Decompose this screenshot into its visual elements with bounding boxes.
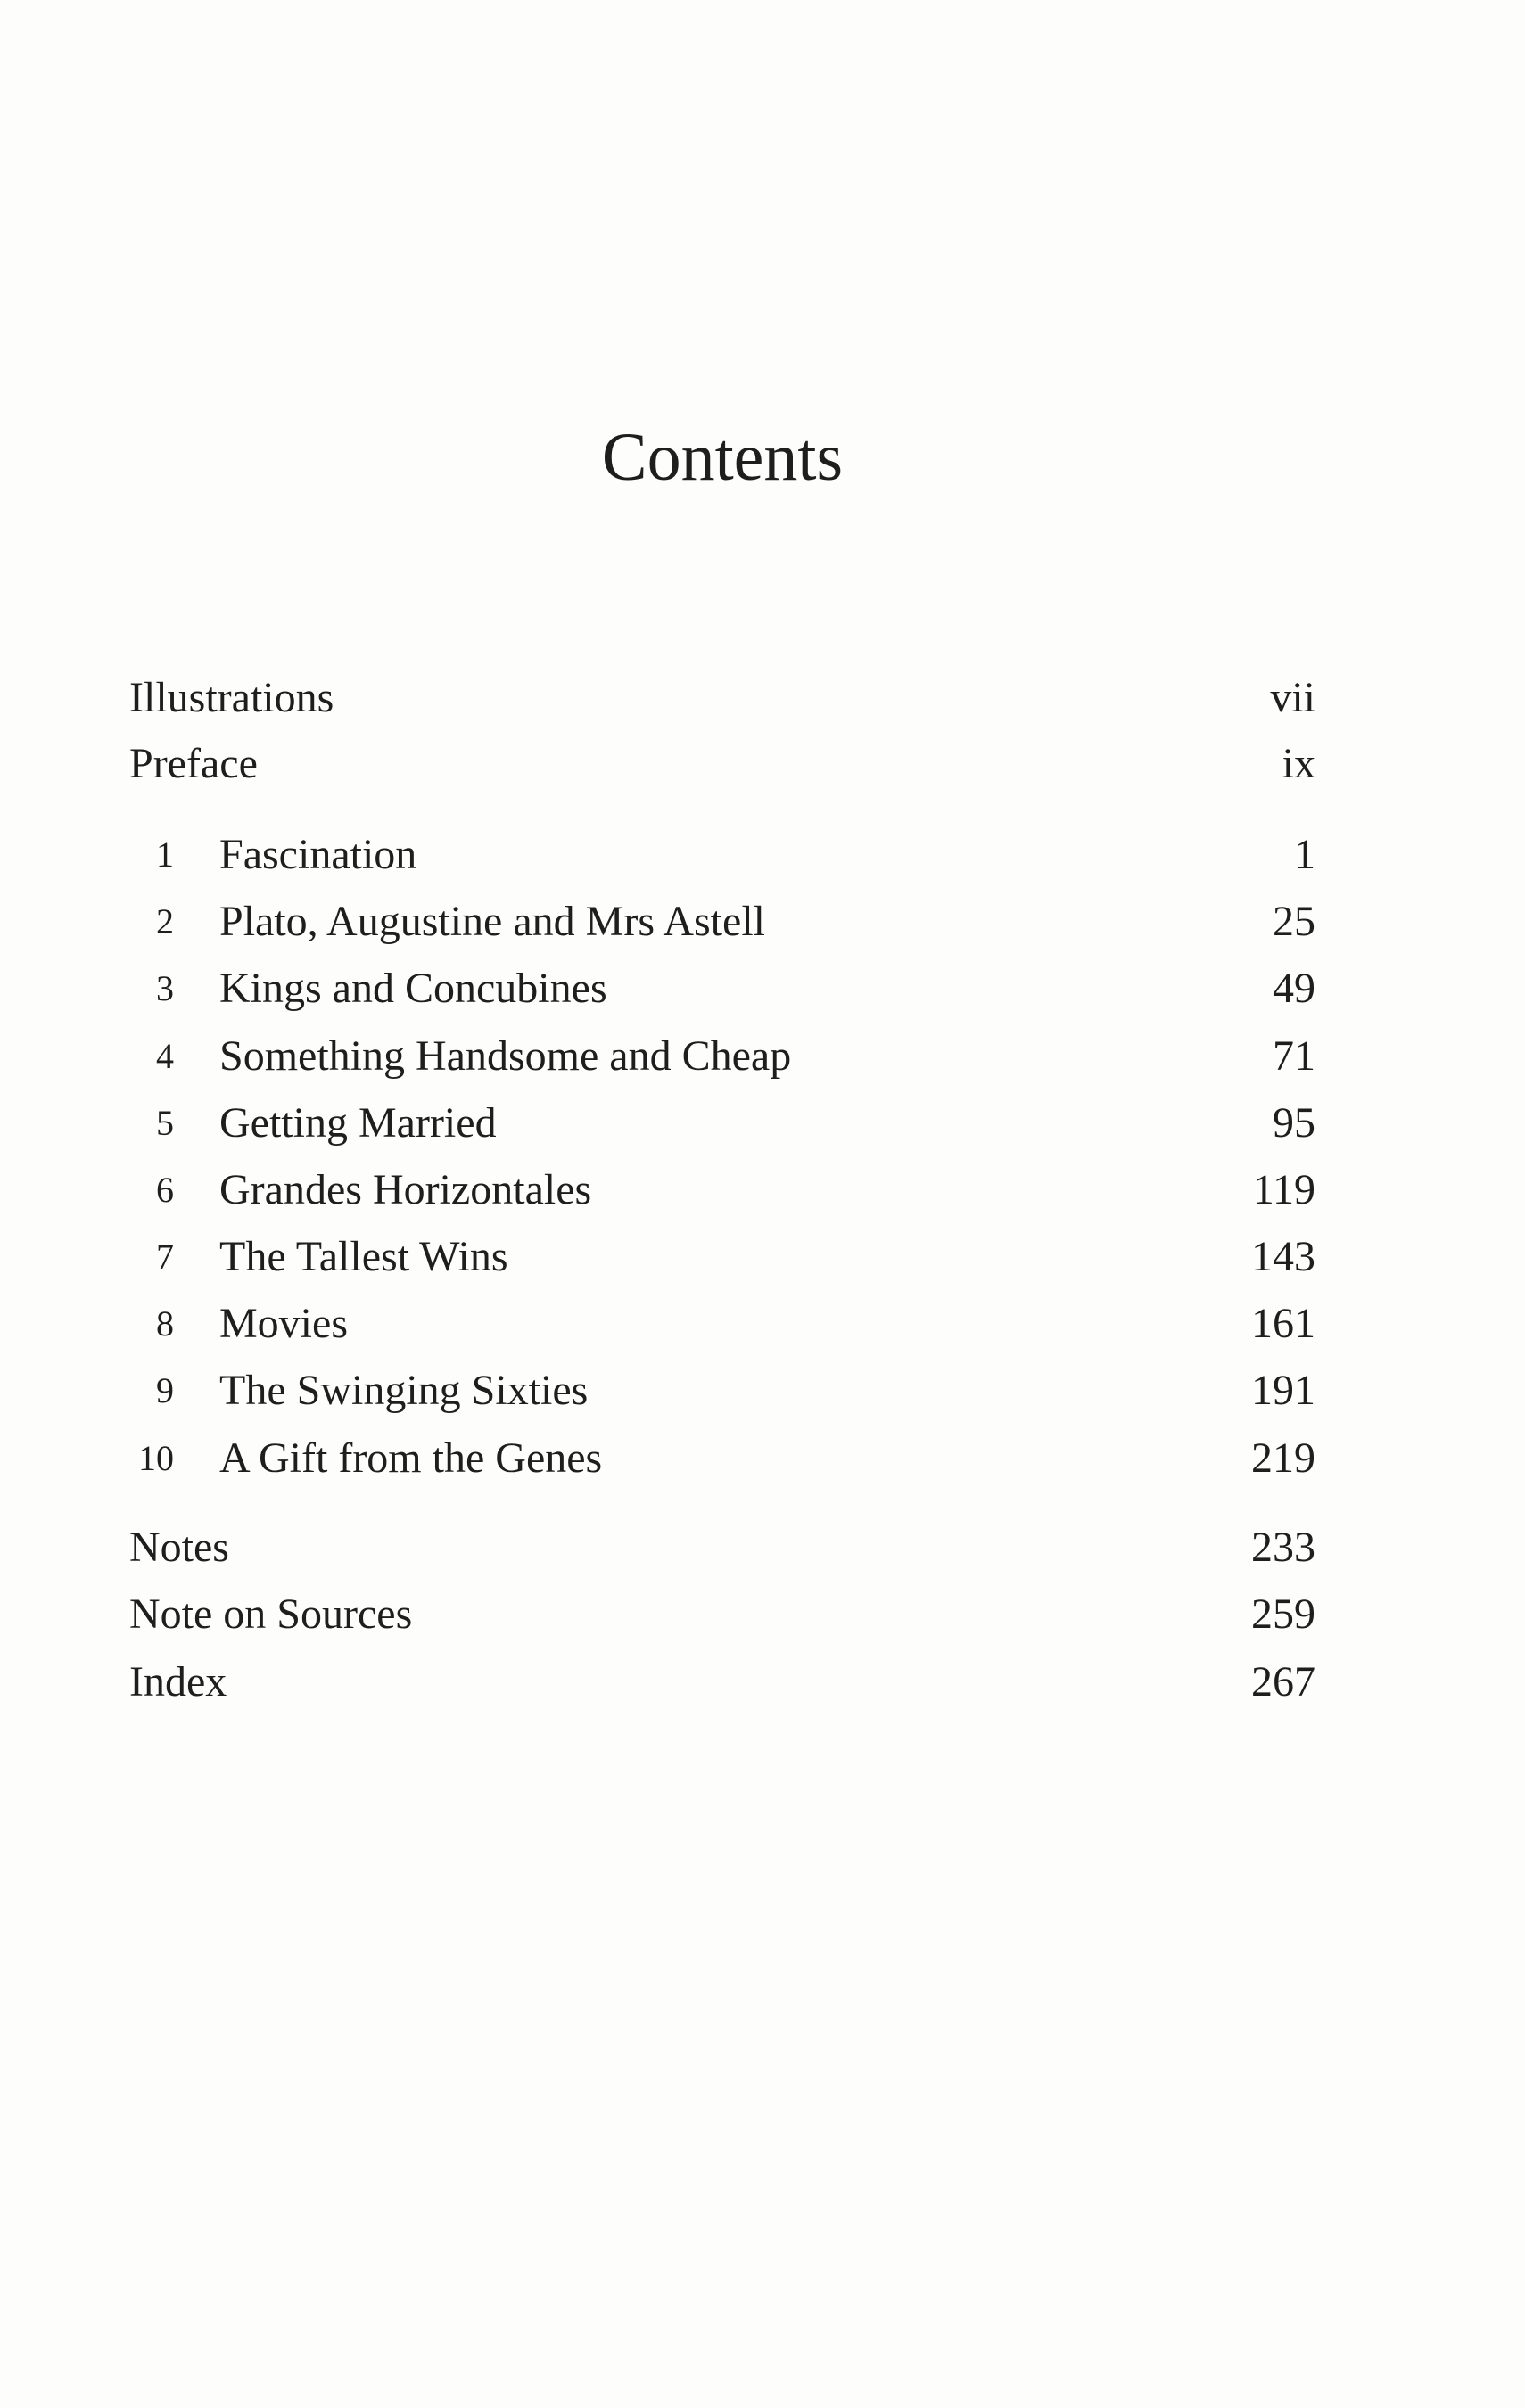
chapter-title: Getting Married [219, 1099, 497, 1146]
toc-label: Index [129, 1658, 227, 1705]
toc-page: vii [1270, 674, 1315, 721]
toc-chapter [129, 824, 1315, 886]
chapter-title: The Swinging Sixties [219, 1367, 589, 1414]
chapter-title: A Gift from the Genes [219, 1434, 603, 1482]
toc-page: ix [1282, 740, 1315, 787]
toc-chapter [129, 1427, 1315, 1490]
chapter-number: 5 [156, 1103, 174, 1143]
toc-page: 233 [1251, 1524, 1315, 1571]
toc-page: 267 [1251, 1658, 1315, 1705]
chapter-number: 2 [156, 901, 174, 941]
chapter-title: Fascination [219, 831, 417, 878]
chapter-number: 3 [156, 968, 174, 1008]
toc-page: 259 [1251, 1590, 1315, 1638]
chapter-number: 10 [138, 1438, 174, 1478]
chapter-title: Something Handsome and Cheap [219, 1032, 792, 1080]
toc-page: 219 [1251, 1434, 1315, 1482]
toc-label: Preface [129, 740, 258, 787]
chapter-title: Kings and Concubines [219, 965, 607, 1012]
toc-chapter [129, 1293, 1315, 1355]
chapter-title: Grandes Horizontales [219, 1166, 592, 1213]
toc-entry-note-on-sources [129, 1583, 1315, 1646]
toc-entry-index [129, 1651, 1315, 1714]
toc-entry-preface [129, 733, 1315, 795]
chapter-title: Movies [219, 1300, 348, 1347]
toc-chapter [129, 1025, 1315, 1088]
toc-chapter [129, 1226, 1315, 1288]
toc-chapter [129, 1159, 1315, 1221]
toc-entry-illustrations [129, 667, 1315, 729]
toc-entry-notes [129, 1516, 1315, 1579]
toc-page: 49 [1273, 965, 1315, 1012]
toc-page: 191 [1251, 1367, 1315, 1414]
chapter-number: 1 [156, 834, 174, 875]
toc-page: 95 [1273, 1099, 1315, 1146]
toc-page: 25 [1273, 898, 1315, 945]
toc-page: 71 [1273, 1032, 1315, 1080]
toc-label: Illustrations [129, 674, 334, 721]
toc-page: 161 [1251, 1300, 1315, 1347]
toc-chapter [129, 1092, 1315, 1155]
chapter-number: 7 [156, 1237, 174, 1277]
chapter-number: 9 [156, 1370, 174, 1410]
chapter-number: 6 [156, 1170, 174, 1210]
chapter-number: 8 [156, 1303, 174, 1344]
chapter-title: The Tallest Wins [219, 1233, 508, 1280]
toc-chapter [129, 1360, 1315, 1422]
toc-page: 119 [1252, 1166, 1315, 1213]
toc-chapter [129, 957, 1315, 1020]
toc-chapter [129, 891, 1315, 953]
toc-label: Note on Sources [129, 1590, 413, 1638]
toc-page: 143 [1251, 1233, 1315, 1280]
chapter-number: 4 [156, 1036, 174, 1076]
page-title: Contents [601, 420, 844, 495]
toc-page: 1 [1294, 831, 1315, 878]
chapter-title: Plato, Augustine and Mrs Astell [219, 898, 765, 945]
toc-label: Notes [129, 1524, 229, 1571]
